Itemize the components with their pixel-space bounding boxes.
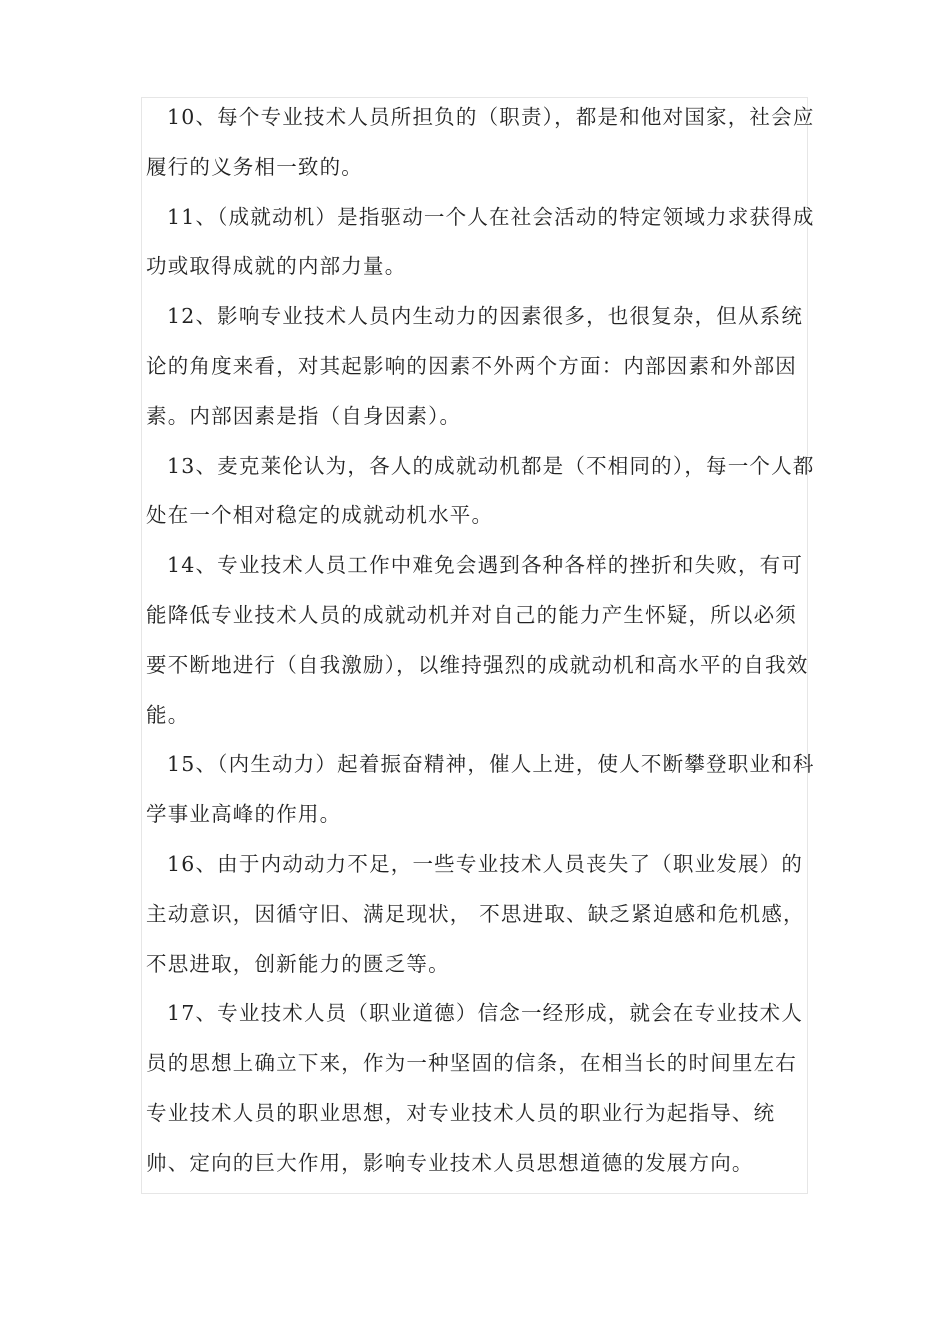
paragraph-item-15: 15、（内生动力）起着振奋精神，催人上进，使人不断攀登职业和科学事业高峰的作用。 [146, 752, 815, 827]
paragraph-item-13: 13、麦克莱伦认为，各人的成就动机都是（不相同的），每一个人都处在一个相对稳定的成就动机水平。 [146, 453, 815, 528]
paragraph-item-16: 16、由于内动动力不足，一些专业技术人员丧失了（职业发展）的主动意识，因循守旧、满足现状， 不思进取、缺乏紧迫感和危机感，不思进取，创新能力的匮乏等。 [146, 851, 805, 976]
document-body [146, 93, 818, 1189]
paragraph-item-12: 12、影响专业技术人员内生动力的因素很多，也很复杂，但从系统论的角度来看，对其起影响的因素不外两个方面：内部因素和外部因素。内部因素是指（自身因素）。 [146, 304, 804, 428]
paragraph-item-17: 17、专业技术人员（职业道德）信念一经形成，就会在专业技术人员的思想上确立下来，作为一种坚固的信条，在相当长的时间里左右专业技术人员的职业思想，对专业技术人员的职业行为起指导、统帅、定向的巨大作用，影响专业技术人员思想道德的发展方向。 [146, 1001, 804, 1175]
paragraph-item-14: 14、专业技术人员工作中难免会遇到各种各样的挫折和失败，有可能降低专业技术人员的成就动机并对自己的能力产生怀疑，所以必须要不断地进行（自我激励），以维持强烈的成就动机和高水平的自我效能。 [146, 553, 809, 727]
paragraph-item-10: 10、每个专业技术人员所担负的（职责），都是和他对国家，社会应履行的义务相一致的。 [146, 105, 815, 179]
paragraph-item-11: 11、（成就动机）是指驱动一个人在社会活动的特定领域力求获得成功或取得成就的内部力量。 [146, 204, 815, 279]
